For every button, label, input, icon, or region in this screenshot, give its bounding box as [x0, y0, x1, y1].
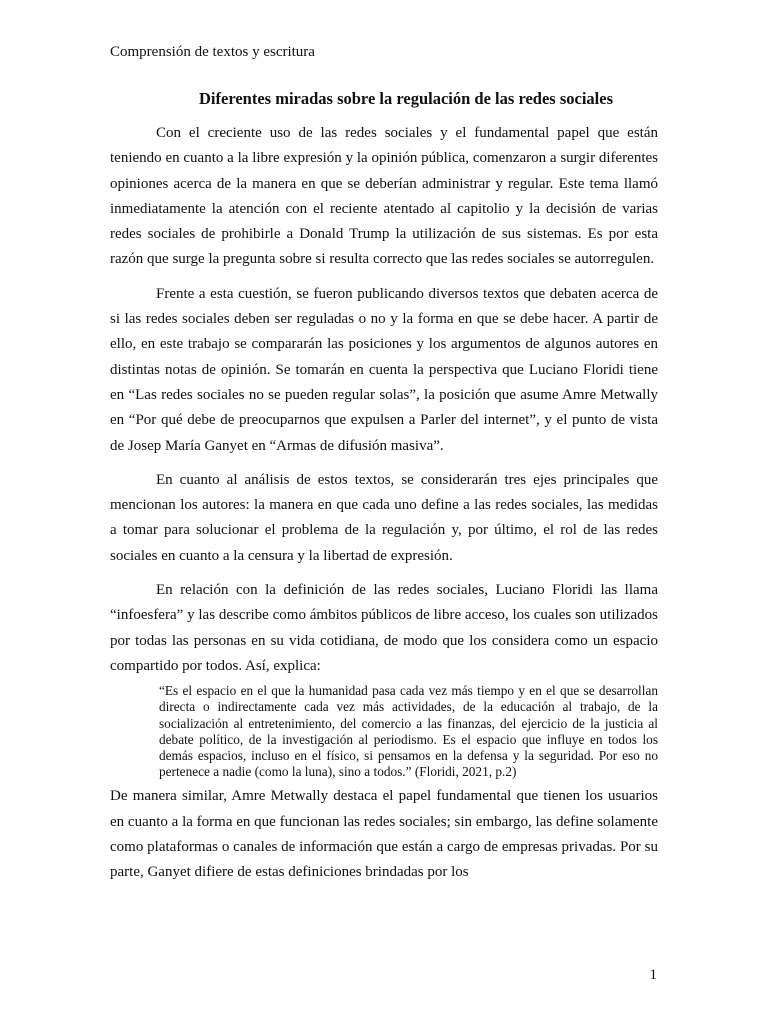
- running-header: Comprensión de textos y escritura: [110, 44, 315, 60]
- document-title: Diferentes miradas sobre la regulación de las redes sociales: [199, 89, 613, 108]
- paragraph-metwally-ganyet: De manera similar, Amre Metwally destaca el papel fundamental que tienen los usuarios en cuanto a la forma en que funcionan las redes sociales; sin embargo, las define solamente como plataformas o canales de información que están a cargo de empresas privadas. Por su parte, Ganyet difiere de estas definiciones brindadas por los: [110, 788, 658, 881]
- paragraph-floridi-definition: En relación con la definición de las redes sociales, Luciano Floridi las llama “infoesfera” y las describe como ámbitos públicos de libre acceso, los cuales son utilizados por todas las personas en su vida cotidiana, de modo que los considera como un espacio compartido por todos. Así, explica:: [110, 582, 658, 674]
- document-body: [110, 121, 658, 895]
- page-number: 1: [649, 967, 657, 983]
- paragraph-texts-compared: Frente a esta cuestión, se fueron publicando diversos textos que debaten acerca de si las redes sociales deben ser reguladas o no y la forma en que se debe hacer. A partir de ello, en este trabajo se compararán las posiciones y los argumentos de algunos autores en distintas notas de opinión. Se tomarán en cuenta la perspectiva que Luciano Floridi tiene en “Las redes sociales no se pueden regular solas”, la posición que asume Amre Metwally en “Por qué debe de preocuparnos que expulsen a Parler del internet”, y el punto de vista de Josep María Ganyet en “Armas de difusión masiva”.: [110, 285, 658, 454]
- paragraph-intro: Con el creciente uso de las redes sociales y el fundamental papel que están teniendo en cuanto a la libre expresión y la opinión pública, comenzaron a surgir diferentes opiniones acerca de la manera en que se deberían administrar y regular. Este tema llamó inmediatamente la atención con el reciente atentado al capitolio y la decisión de varias redes sociales de prohibirle a Donald Trump la utilización de sus sistemas. Es por esta razón que surge la pregunta sobre si resulta correcto que las redes sociales se autorregulen.: [110, 125, 658, 268]
- paragraph-analysis-axes: En cuanto al análisis de estos textos, se considerarán tres ejes principales que mencionan los autores: la manera en que cada uno define a las redes sociales, las medidas a tomar para solucionar el problema de la regulación y, por último, el rol de las redes sociales en cuanto a la censura y la libertad de expresión.: [110, 471, 658, 564]
- block-quote-floridi: “Es el espacio en el que la humanidad pasa cada vez más tiempo y en el que se desarrollan directa o indirectamente cada vez más actividades, de la educación al trabajo, de la socialización al entretenimiento, del comercio a las finanzas, del ejercicio de la justicia al debate político, de la investigación al periodismo. Es el espacio que influye en todos los demás espacios, incluso en el físico, si pensamos en la defensa y la seguridad. Por eso no pertenece a nadie (como la luna), sino a todos.” (Floridi, 2021, p.2): [159, 683, 658, 780]
